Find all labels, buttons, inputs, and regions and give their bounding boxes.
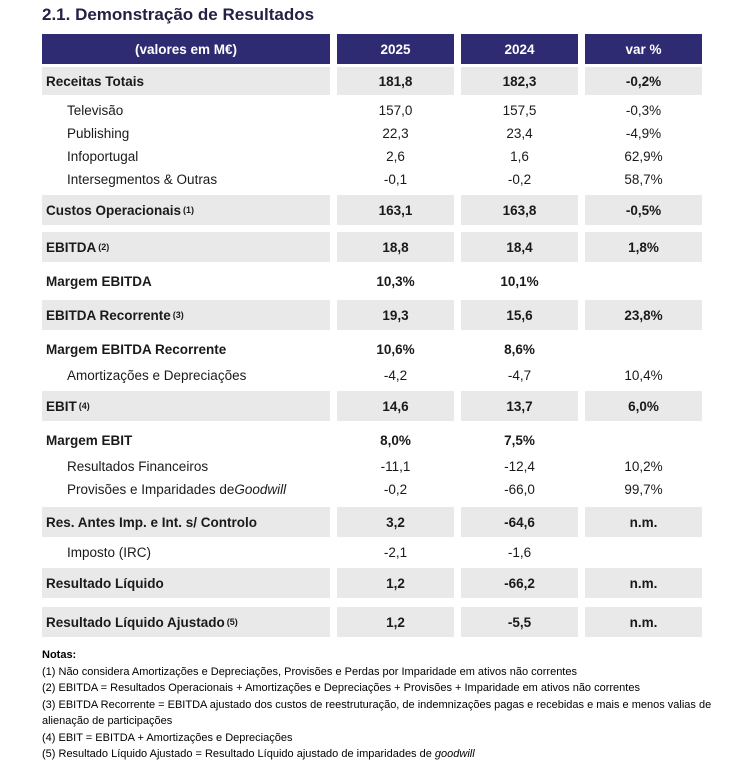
cell-2024: 13,7 [461,391,578,421]
cell-2025: 19,3 [337,300,454,330]
row-label [42,67,330,95]
row-label [42,425,330,455]
row-label-text: EBITDA [46,239,97,255]
row-label-text: Provisões e Imparidades de [67,482,235,497]
row-label [42,568,330,598]
cell-2025: 22,3 [382,126,409,141]
row-label-text: Margem EBITDA Recorrente [46,341,227,357]
row-label: Custos Operacionais (1) [42,195,330,225]
cell-var: 10,2% [624,459,663,474]
note-text: (1) Não considera Amortizações e Depreciações, Provisões e Perdas por Imparidade em ativos não correntes [42,665,577,678]
row-label-text: Infoportugal [67,149,139,164]
note-line [42,680,712,697]
row-label-text: Televisão [67,103,124,118]
row-label-text: Custos Operacionais [46,202,182,218]
row-label-text: Resultado Líquido Ajustado [46,614,225,630]
row-label-text: Resultado Líquido [46,575,164,591]
cell-var [585,541,702,564]
cell-var [585,425,702,455]
cell-2024: 8,6% [504,341,535,357]
note-line [42,697,712,730]
cell-2024: 18,4 [461,232,578,262]
note-text: (5) Resultado Líquido Ajustado = Resultado Líquido ajustado de imparidades de [42,748,435,760]
table-row [42,122,702,145]
note-line [42,746,712,763]
cell-var: 99,7% [624,482,663,497]
cell-var: -0,5% [585,195,702,225]
table-row [42,391,702,421]
cell-var: 62,9% [624,149,663,164]
cell-2024: -64,6 [461,507,578,537]
cell-var: -4,9% [625,126,662,141]
row-label-text: Publishing [67,126,130,141]
row-label: EBIT (4) [42,391,330,421]
table-row [42,478,702,501]
table-header-row [42,34,702,64]
row-label-text: Res. Antes Imp. e Int. s/ Controlo [46,514,258,530]
row-label [42,99,330,122]
cell-2024: 163,8 [461,195,578,225]
cell-2024: -1,6 [507,545,532,560]
notes-section [42,647,712,763]
row-label-text: Margem EBIT [46,432,133,448]
cell-2024: 7,5% [504,432,535,448]
cell-var: n.m. [585,607,702,637]
cell-2024: 10,1% [500,273,539,289]
row-label-text: Margem EBITDA [46,273,152,289]
cell-2024: -5,5 [461,607,578,637]
cell-2025: 8,0% [380,432,411,448]
table-row [42,168,702,191]
cell-var: 1,8% [585,232,702,262]
table-row [42,67,702,95]
cell-var [585,334,702,364]
notes-heading: Notas: [42,649,77,661]
cell-var [585,266,702,296]
table-row [42,145,702,168]
cell-2025: 181,8 [337,67,454,95]
cell-2025: 10,6% [376,341,415,357]
row-label-text: Intersegmentos & Outras [67,172,218,187]
cell-2025: -0,1 [383,172,408,187]
cell-2025: 3,2 [337,507,454,537]
cell-2024: 157,5 [502,103,537,118]
cell-var: n.m. [585,568,702,598]
cell-var: -0,2% [585,67,702,95]
cell-2024: -12,4 [504,459,535,474]
row-label [42,168,330,191]
row-label-text: Resultados Financeiros [67,459,209,474]
cell-2025: -11,1 [380,459,411,474]
row-label [42,478,330,501]
cell-2024: 23,4 [506,126,533,141]
cell-2025: 163,1 [337,195,454,225]
row-label [42,334,330,364]
cell-var: n.m. [585,507,702,537]
row-label [42,145,330,168]
cell-2025: 18,8 [337,232,454,262]
page-title: 2.1. Demonstração de Resultados [42,5,315,24]
row-label [42,266,330,296]
table-row [42,568,702,598]
note-line [42,664,712,681]
row-label [42,541,330,564]
cell-2025: 10,3% [376,273,415,289]
header-col-2024: 2024 [461,34,578,64]
row-label [42,364,330,387]
cell-2025: -4,2 [383,368,408,383]
cell-2024: -0,2 [507,172,532,187]
table-row [42,507,702,537]
row-label-text: EBITDA Recorrente [46,307,171,323]
cell-2024: 182,3 [461,67,578,95]
row-label: Resultado Líquido Ajustado (5) [42,607,330,637]
row-label-text: Receitas Totais [46,73,145,89]
table-row [42,300,702,330]
cell-var: -0,3% [625,103,662,118]
cell-2025: 1,2 [337,568,454,598]
table-row [42,334,702,364]
row-label: EBITDA Recorrente (3) [42,300,330,330]
income-statement-table [42,34,702,637]
row-label-text: Amortizações e Depreciações [67,368,247,383]
table-row [42,266,702,296]
notes-list [42,664,712,763]
cell-var: 10,4% [624,368,663,383]
header-col-var: var % [585,34,702,64]
table-row [42,455,702,478]
note-line [42,730,712,747]
table-body [42,67,702,637]
note-italic-text: goodwill [434,748,475,760]
row-label-italic: Goodwill [234,482,287,497]
cell-var: 6,0% [585,391,702,421]
row-label: EBITDA (2) [42,232,330,262]
row-label [42,455,330,478]
table-row [42,232,702,262]
cell-2025: -0,2 [383,482,408,497]
cell-2025: 14,6 [337,391,454,421]
table-row [42,99,702,122]
cell-2024: 15,6 [461,300,578,330]
cell-2025: 2,6 [386,149,405,164]
cell-var: 23,8% [585,300,702,330]
header-values-label: (valores em M€) [42,34,330,64]
row-label-text: Imposto (IRC) [67,545,152,560]
table-row [42,195,702,225]
cell-2024: -66,2 [461,568,578,598]
cell-2025: -2,1 [383,545,408,560]
table-row [42,607,702,637]
cell-2025: 1,2 [337,607,454,637]
cell-var: 58,7% [624,172,663,187]
table-row [42,425,702,455]
cell-2025: 157,0 [378,103,413,118]
note-text: (4) EBIT = EBITDA + Amortizações e Depreciações [42,731,293,744]
cell-2024: 1,6 [510,149,529,164]
cell-2024: -66,0 [504,482,535,497]
table-row [42,364,702,387]
note-text: (2) EBITDA = Resultados Operacionais + Amortizações e Depreciações + Provisões + Imparidade em ativos não correntes [42,682,640,694]
row-label [42,122,330,145]
note-text: (3) EBITDA Recorrente = EBITDA ajustado dos custos de reestruturação, de indemnizações pagas e recebidas e mais e menos valias de alienação de participações [42,698,712,727]
row-label [42,507,330,537]
table-row [42,541,702,564]
row-label-text: EBIT [46,398,77,414]
cell-2024: -4,7 [507,368,532,383]
header-col-2025: 2025 [337,34,454,64]
